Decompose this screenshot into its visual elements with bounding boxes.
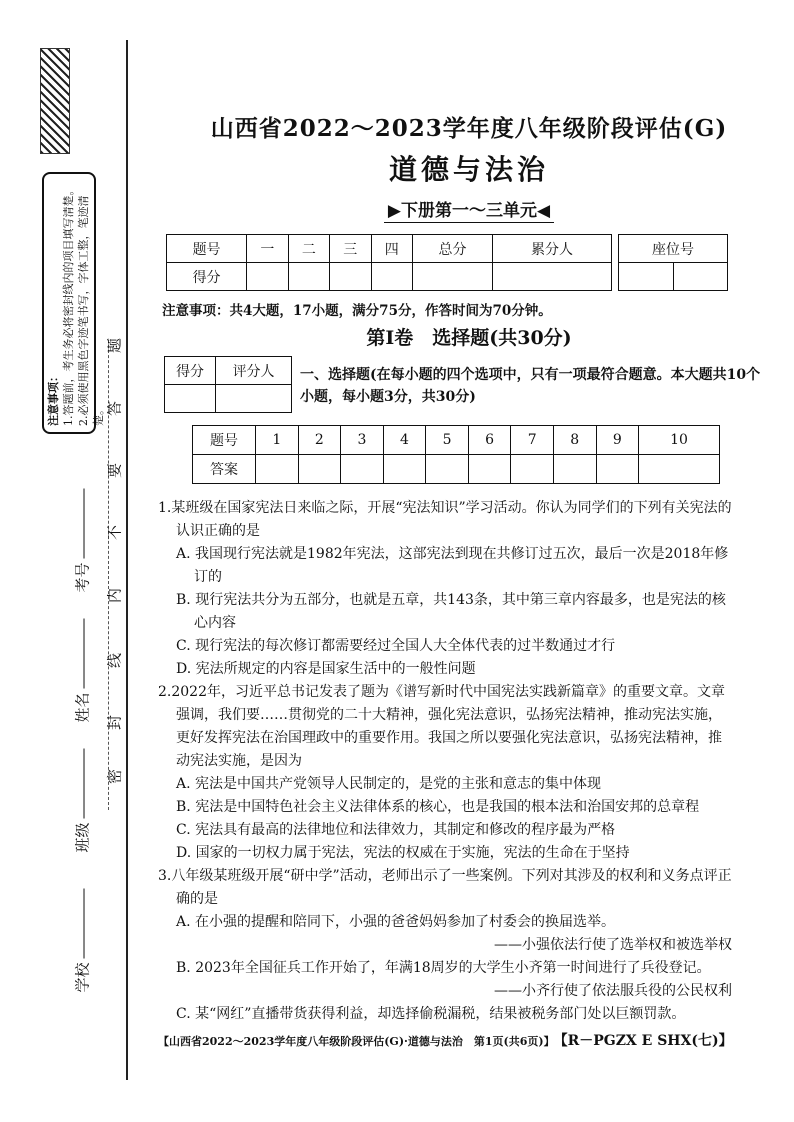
question-stem: 1.某班级在国家宪法日来临之际，开展“宪法知识”学习活动。你认为同学们的下列有关宪法的认识正确的是 — [158, 500, 732, 539]
binding-margin — [0, 0, 145, 1122]
school-label: 学校 — [73, 962, 92, 993]
unit-label: ▶下册第一～三单元◀ — [384, 196, 554, 223]
subject-title: 道德与法治 — [388, 153, 549, 186]
answer-label: 答案 — [193, 455, 256, 484]
score-header: 二 — [288, 235, 329, 263]
option-d: D. 国家的一切权力属于宪法，宪法的权威在于实施，宪法的生命在于坚持 — [176, 845, 630, 861]
score-cell[interactable] — [371, 263, 412, 291]
question-list — [158, 497, 734, 1026]
seal-word: 不 — [105, 525, 124, 541]
part1-intro: 一、选择题(在每小题的四个选项中，只有一项最符合题意。本大题共10个小题，每小题3分，共30分) — [300, 367, 761, 405]
number-label: 考号 — [73, 562, 92, 593]
seat-label: 座位号 — [619, 235, 728, 263]
score-cell[interactable] — [330, 263, 371, 291]
score-header: 总分 — [412, 235, 492, 263]
seal-word: 题 — [105, 338, 124, 354]
option-b: B. 现行宪法共分为五部分，也就是五章，共143条，其中第三章内容最多，也是宪法的核心内容 — [176, 592, 726, 631]
score-header: 一 — [247, 235, 288, 263]
option-a: A. 我国现行宪法就是1982年宪法，这部宪法到现在共修订过五次，最后一次是2018年修订的 — [176, 546, 729, 585]
class-field[interactable] — [72, 748, 93, 852]
grader-table — [164, 356, 292, 413]
answer-cell[interactable] — [383, 455, 426, 484]
seal-word: 内 — [105, 588, 124, 604]
option-d: D. 宪法所规定的内容是国家生活中的一般性问题 — [176, 661, 476, 677]
answer-cell[interactable] — [468, 455, 511, 484]
score-row-label: 得分 — [167, 263, 247, 291]
score-cell[interactable] — [493, 263, 612, 291]
answer-no: 8 — [553, 426, 596, 455]
answer-cell[interactable] — [639, 455, 720, 484]
question-1 — [158, 497, 734, 681]
option-c: C. 某“网红”直播带货获得利益，却选择偷税漏税，结果被税务部门处以巨额罚款。 — [176, 1006, 686, 1022]
seal-word: 答 — [105, 401, 124, 417]
grader-name-label: 评分人 — [216, 357, 292, 385]
answer-no: 9 — [596, 426, 639, 455]
question-3 — [158, 865, 734, 1026]
seal-word: 密 — [105, 769, 124, 785]
seat-table — [618, 234, 728, 291]
binding-pattern — [40, 48, 70, 154]
question-stem: 3.八年级某班级开展“研中学”活动，老师出示了一些案例。下列对其涉及的权利和义务点评正确的是 — [158, 868, 732, 907]
unit-scope — [158, 196, 780, 223]
section-title: 第Ⅰ卷 选择题(共30分) — [366, 327, 572, 349]
exam-notice: 注意事项：共4大题，17小题，满分75分，作答时间为70分钟。 — [162, 303, 552, 319]
answer-cell[interactable] — [298, 455, 341, 484]
answer-no: 2 — [298, 426, 341, 455]
exam-title: 山西省2022～2023学年度八年级阶段评估(G) — [210, 115, 728, 142]
notice-box-line2: 2.必须使用黑色字迹笔书写，字体工整，笔迹清楚。 — [77, 195, 105, 426]
question-stem: 2.2022年，习近平总书记发表了题为《谱写新时代中国宪法实践新篇章》的重要文章。文章强调，我们要……贯彻党的二十大精神，强化宪法意识，弘扬宪法精神，推动宪法实施，更好发挥宪法在治国理政中的重要作用。我国之所以要强化宪法意识，弘扬宪法精神，推动宪法实施，是因为 — [158, 684, 725, 769]
seal-word: 封 — [105, 715, 124, 731]
answer-no-label: 题号 — [193, 426, 256, 455]
answer-table — [192, 425, 720, 484]
answer-cell[interactable] — [511, 455, 554, 484]
answer-cell[interactable] — [256, 455, 299, 484]
margin-rule — [126, 40, 128, 1080]
score-table — [166, 234, 612, 291]
score-cell[interactable] — [247, 263, 288, 291]
option-c: C. 宪法具有最高的法律地位和法律效力，其制定和修改的程序最为严格 — [176, 822, 616, 838]
footer-code: 【R－PGZX E SHX(七)】 — [560, 1033, 733, 1049]
option-b: B. 宪法是中国特色社会主义法律体系的核心，也是我国的根本法和治国安邦的总章程 — [176, 799, 700, 815]
answer-no: 1 — [256, 426, 299, 455]
answer-no: 6 — [468, 426, 511, 455]
option-a: A. 在小强的提醒和陪同下，小强的爸爸妈妈参加了村委会的换届选举。 — [176, 914, 616, 930]
option-b-comment: ——小齐行使了依法服兵役的公民权利 — [494, 983, 732, 999]
grader-name-cell[interactable] — [216, 385, 292, 413]
option-b: B. 2023年全国征兵工作开始了，年满18周岁的大学生小齐第一时间进行了兵役登记。 — [176, 960, 711, 976]
option-a: A. 宪法是中国共产党领导人民制定的，是党的主张和意志的集中体现 — [176, 776, 602, 792]
notice-box-title: 注意事项： — [47, 371, 60, 426]
answer-no: 7 — [511, 426, 554, 455]
seal-word: 要 — [105, 463, 124, 479]
question-2 — [158, 681, 734, 865]
grader-score-cell[interactable] — [165, 385, 216, 413]
score-header: 三 — [330, 235, 371, 263]
school-field[interactable] — [72, 888, 93, 992]
answer-no: 10 — [639, 426, 720, 455]
name-label: 姓名 — [73, 692, 92, 723]
answer-cell[interactable] — [426, 455, 469, 484]
answer-cell[interactable] — [596, 455, 639, 484]
class-label: 班级 — [73, 822, 92, 853]
option-a-comment: ——小强依法行使了选举权和被选举权 — [494, 937, 732, 953]
option-c: C. 现行宪法的每次修订都需要经过全国人大全体代表的过半数通过才行 — [176, 638, 616, 654]
answer-no: 3 — [341, 426, 384, 455]
grader-score-label: 得分 — [165, 357, 216, 385]
score-header: 累分人 — [493, 235, 612, 263]
answer-no: 4 — [383, 426, 426, 455]
seal-word: 线 — [105, 653, 124, 669]
page-footer — [158, 1030, 738, 1050]
score-header: 四 — [371, 235, 412, 263]
notice-box-line1: 1.答题前，考生务必将密封线内的项目填写清楚。 — [62, 184, 75, 426]
score-cell[interactable] — [412, 263, 492, 291]
answer-no: 5 — [426, 426, 469, 455]
number-field[interactable] — [72, 488, 93, 592]
notice-box — [42, 172, 105, 434]
footer-text: 【山西省2022～2023学年度八年级阶段评估(G)·道德与法治 第1页(共6页)】 — [158, 1035, 555, 1048]
score-cell[interactable] — [288, 263, 329, 291]
answer-cell[interactable] — [341, 455, 384, 484]
name-field[interactable] — [72, 618, 93, 722]
seat-cell[interactable] — [673, 263, 728, 291]
seat-cell[interactable] — [619, 263, 674, 291]
score-header: 题号 — [167, 235, 247, 263]
answer-cell[interactable] — [553, 455, 596, 484]
